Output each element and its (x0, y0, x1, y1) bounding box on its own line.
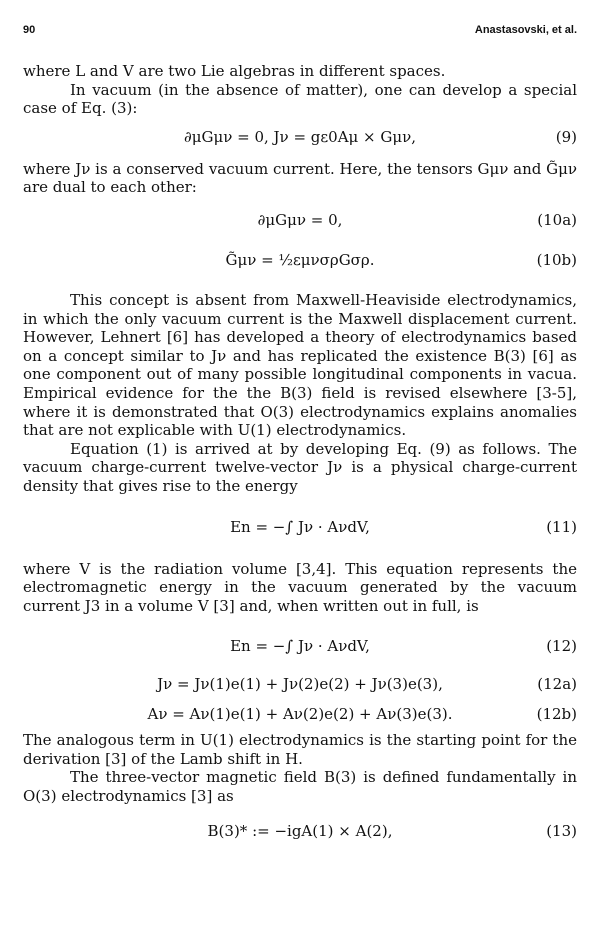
equation-13 (23, 822, 577, 844)
paragraph: where Jν is a conserved vacuum current. Here, the tensors Gμν and G̃μν are dual to each other: (23, 159, 577, 197)
equation-12b (23, 705, 577, 727)
paragraph: where V is the radiation volume [3,4]. This equation represents the electromagnetic energy in the vacuum generated by the vacuum current J3 in a volume V [3] and, when written out in full, is (23, 559, 577, 615)
equation-12a (23, 675, 577, 697)
paragraph: The analogous term in U(1) electrodynamics is the starting point for the derivation [3] of the Lamb shift in H. (23, 731, 577, 768)
paragraph: The three-vector magnetic field B(3) is defined fundamentally in O(3) electrodynamics [3] as (23, 768, 577, 806)
equation-11 (23, 518, 577, 544)
equation-expression: ∂μGμν = 0, (257, 210, 343, 229)
equation-10a (23, 211, 577, 233)
equation-number: (10a) (537, 210, 577, 229)
equation-number: (11) (546, 517, 577, 536)
equation-number: (13) (546, 821, 577, 840)
equation-expression: G̃μν = ½εμνσρGσρ. (225, 250, 375, 269)
running-author: Anastasovski, et al. (474, 24, 577, 36)
paragraph: In vacuum (in the absence of matter), one can develop a special case of Eq. (3): (23, 80, 577, 118)
equation-number: (9) (555, 127, 577, 146)
equation-expression: En = −∫ Jν · AνdV, (230, 517, 370, 536)
equation-number: (12a) (537, 675, 577, 694)
equation-9 (23, 128, 577, 150)
equation-expression: Aν = Aν(1)e(1) + Aν(2)e(2) + Aν(3)e(3). (147, 705, 453, 724)
equation-12 (23, 637, 577, 663)
equation-number: (12b) (536, 705, 577, 724)
equation-number: (10b) (536, 250, 577, 269)
page-header (23, 24, 577, 40)
equation-10b (23, 251, 577, 277)
equation-expression: B(3)* := −igA(1) × A(2), (207, 821, 393, 840)
equation-expression: Jν = Jν(1)e(1) + Jν(2)e(2) + Jν(3)e(3), (157, 675, 443, 694)
paragraph: This concept is absent from Maxwell-Heaviside electrodynamics, in which the only vacuum current is the Maxwell displacement current. However, Lehnert [6] has developed a theory of electrodynamics based on a concept similar to Jν and has replicated the existence B(3) [6] as one component out of many possible longitudinal components in vacua. Empirical evidence for the the B(3) field is revised elsewhere [3-5], where it is demonstrated that O(3) electrodynamics explains anomalies that are not explicable with U(1) electrodynamics. (23, 290, 577, 440)
paragraph: where L and V are two Lie algebras in different spaces. (23, 62, 446, 80)
page-number: 90 (23, 24, 36, 36)
equation-number: (12) (546, 637, 577, 656)
body-text (23, 62, 577, 844)
equation-expression: En = −∫ Jν · AνdV, (230, 637, 370, 656)
paragraph: Equation (1) is arrived at by developing Eq. (9) as follows. The vacuum charge-current twelve-vector Jν is a physical charge-current density that gives rise to the energy (23, 439, 577, 495)
equation-expression: ∂μGμν = 0, Jν = gε0Aμ × Gμν, (184, 127, 416, 146)
